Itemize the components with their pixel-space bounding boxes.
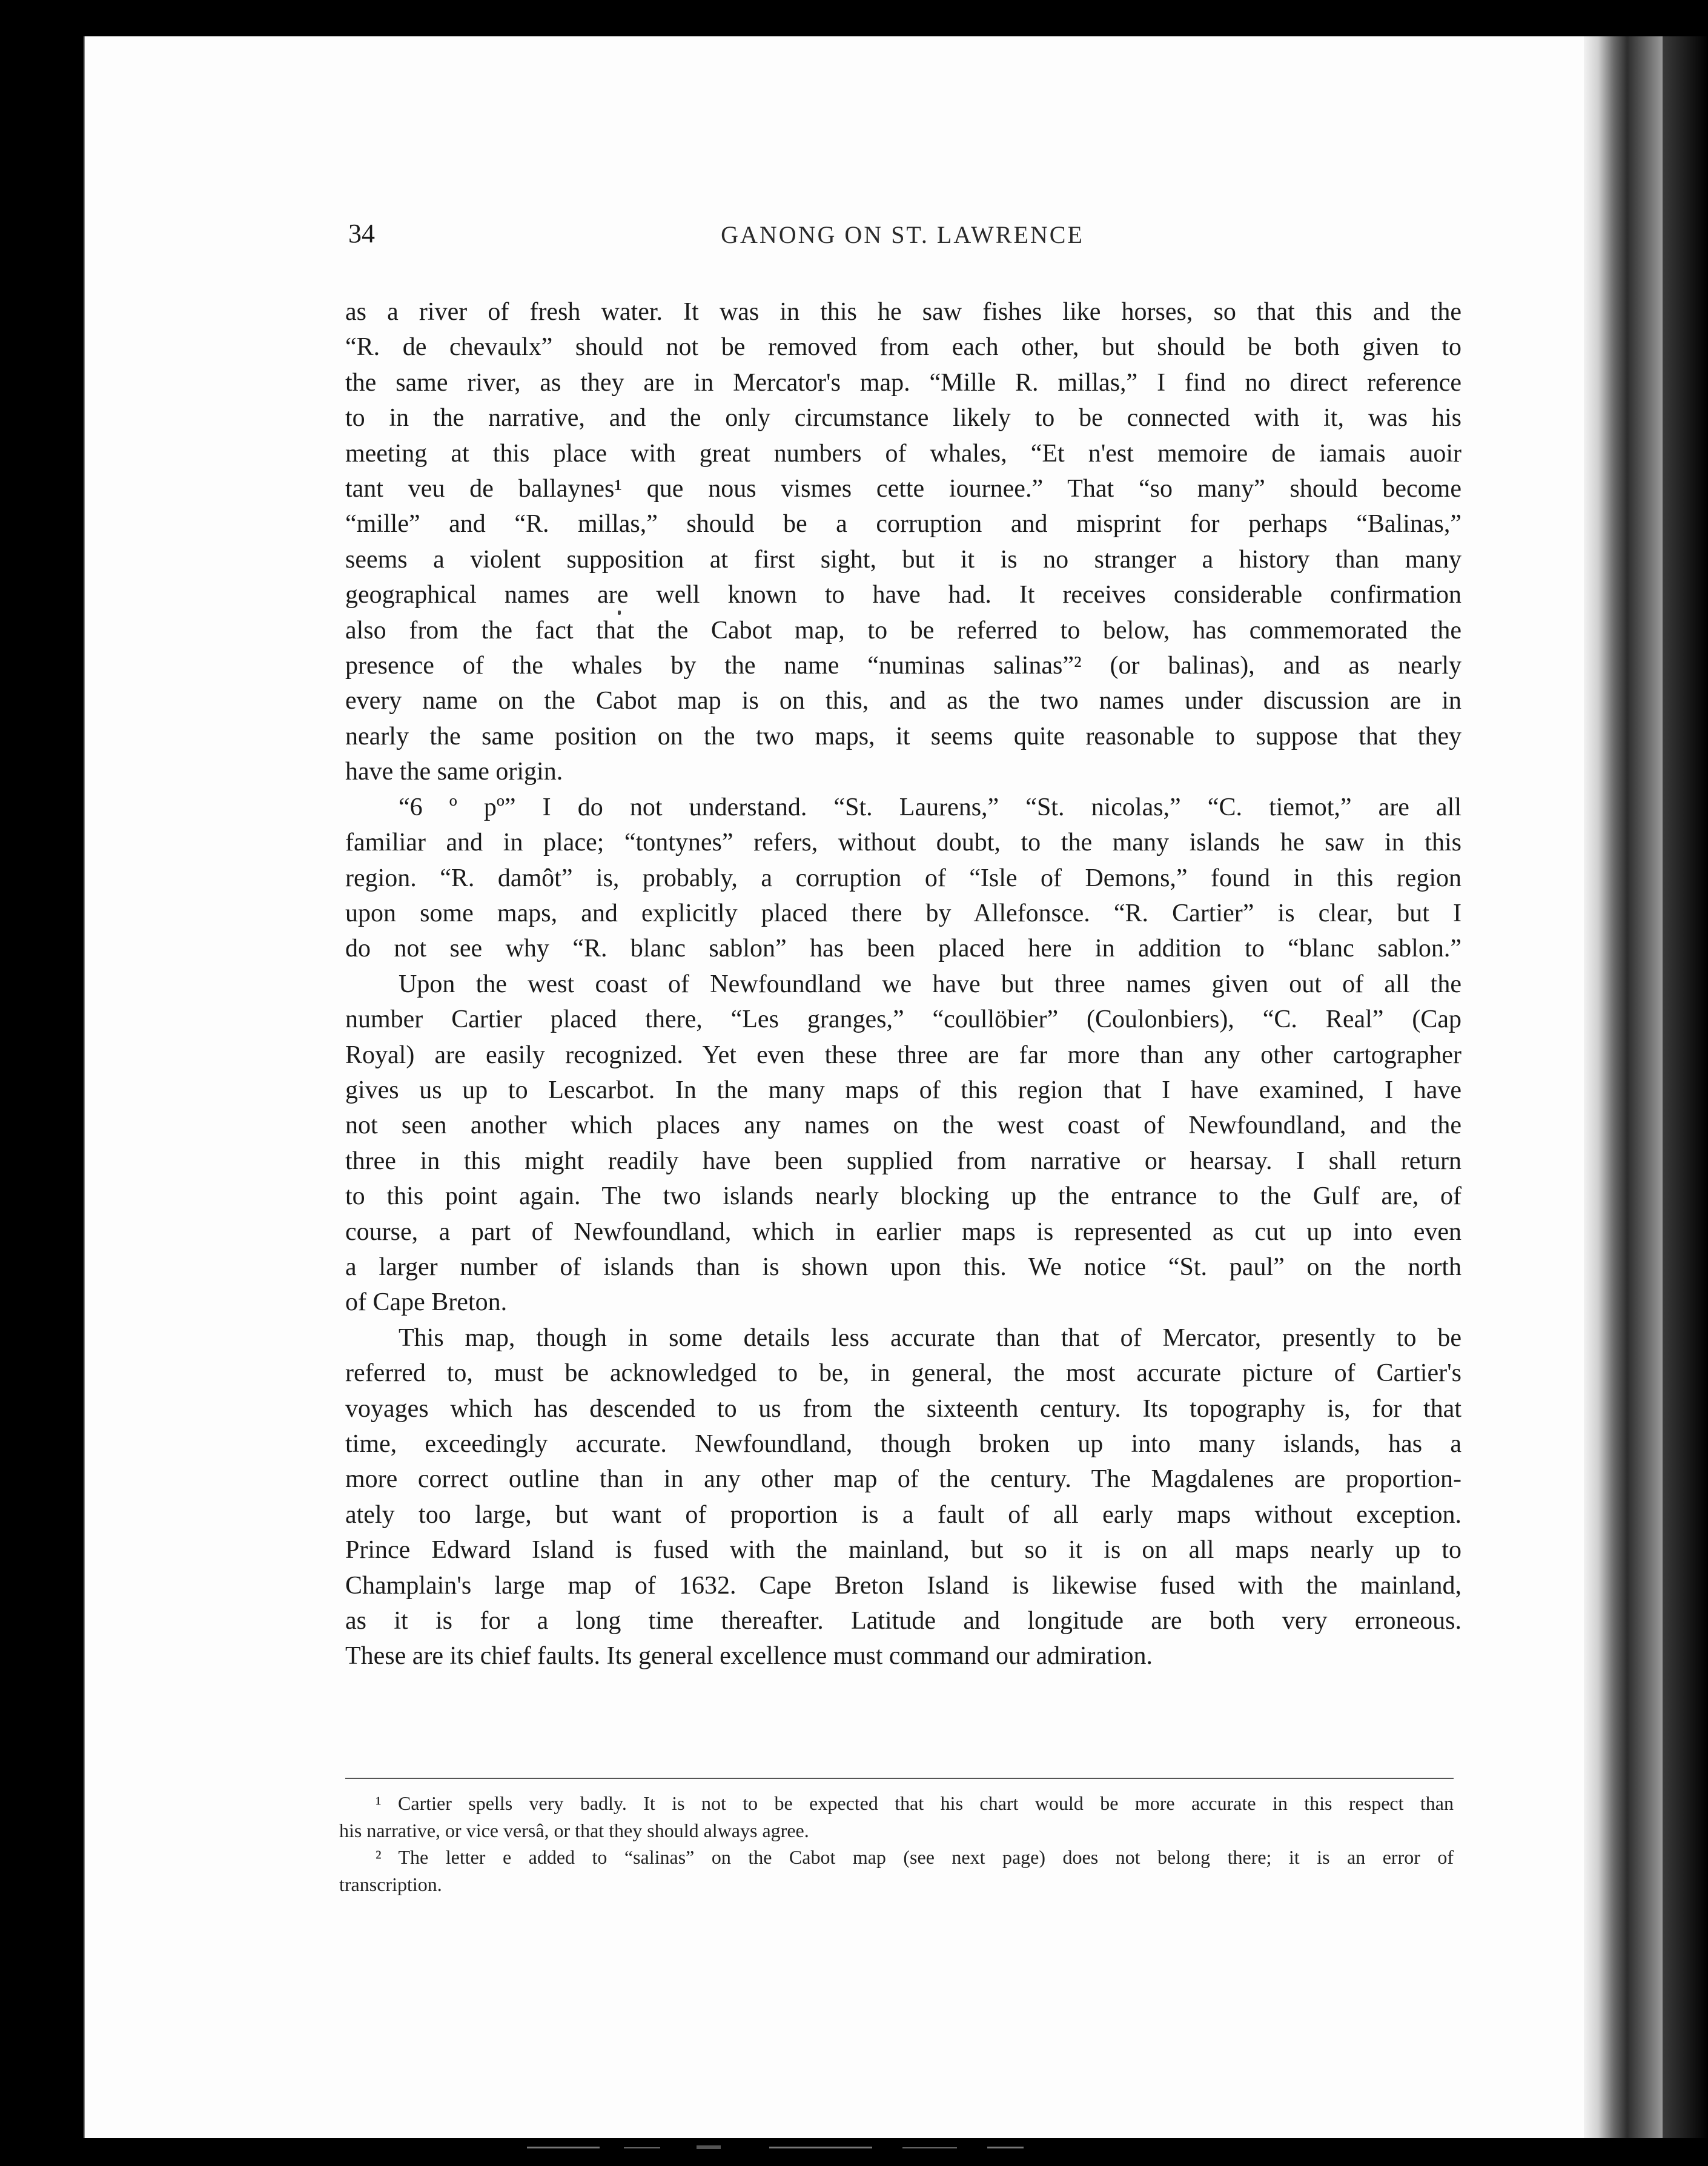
footnote-line: ¹ Cartier spells very badly. It is not to be expected that his chart would be more accurate in this respect than bbox=[376, 1792, 1454, 1814]
footnote-rule bbox=[345, 1778, 1454, 1779]
text-line: meeting at this place with great numbers of whales, “Et n'est memoire de iamais auoir bbox=[345, 439, 1461, 468]
text-line: course, a part of Newfoundland, which in earlier maps is represented as cut up into even bbox=[345, 1217, 1461, 1246]
text-line: “6 º pº” I do not understand. “St. Laurens,” “St. nicolas,” “C. tiemot,” are all bbox=[399, 793, 1461, 821]
text-line: also from the fact that the Cabot map, to be referred to below, has commemorated the bbox=[345, 616, 1461, 644]
text-line: number Cartier placed there, “Les granges,” “coullöbier” (Coulonbiers), “C. Real” (Cap bbox=[345, 1005, 1461, 1034]
text-line: voyages which has descended to us from the sixteenth century. Its topography is, for that bbox=[345, 1394, 1461, 1423]
text-line: Upon the west coast of Newfoundland we have but three names given out of all the bbox=[399, 970, 1461, 998]
text-line: gives us up to Lescarbot. In the many maps of this region that I have examined, I have bbox=[345, 1076, 1461, 1104]
text-line: referred to, must be acknowledged to be, in general, the most accurate picture of Cartier's bbox=[345, 1359, 1461, 1388]
text-line: time, exceedingly accurate. Newfoundland, though broken up into many islands, has a bbox=[345, 1430, 1461, 1458]
text-line: as a river of fresh water. It was in this he saw fishes like horses, so that this and the bbox=[345, 298, 1461, 326]
text-line: the same river, as they are in Mercator's map. “Mille R. millas,” I find no direct reference bbox=[345, 368, 1461, 397]
page-fold-shadow bbox=[1584, 36, 1663, 2138]
footnote-line: ² The letter e added to “salinas” on the Cabot map (see next page) does not belong there; it is an error of bbox=[376, 1846, 1454, 1868]
text-line: three in this might readily have been supplied from narrative or hearsay. I shall return bbox=[345, 1147, 1461, 1175]
running-head: GANONG ON ST. LAWRENCE bbox=[721, 221, 1084, 248]
text-line: to in the narrative, and the only circumstance likely to be connected with it, was his bbox=[345, 404, 1461, 432]
text-line: Champlain's large map of 1632. Cape Breton Island is likewise fused with the mainland, bbox=[345, 1571, 1461, 1600]
scan-margin bbox=[1663, 36, 1708, 2138]
text-line: not seen another which places any names on the west coast of Newfoundland, and the bbox=[345, 1111, 1461, 1140]
body-text bbox=[345, 294, 1461, 1674]
text-line: as it is for a long time thereafter. Latitude and longitude are both very erroneous. bbox=[345, 1607, 1461, 1635]
footnote-line: transcription. bbox=[339, 1873, 442, 1895]
text-line: “R. de chevaulx” should not be removed from each other, but should be both given to bbox=[345, 333, 1461, 362]
text-line: Prince Edward Island is fused with the mainland, but so it is on all maps nearly up to bbox=[345, 1536, 1461, 1565]
text-line: of Cape Breton. bbox=[345, 1288, 508, 1317]
text-line: familiar and in place; “tontynes” refers, without doubt, to the many islands he saw in this bbox=[345, 829, 1461, 857]
page-header bbox=[348, 218, 1457, 254]
text-line: seems a violent supposition at first sight, but it is no stranger a history than many bbox=[345, 545, 1461, 574]
text-line: This map, though in some details less accurate than that of Mercator, presently to be bbox=[399, 1323, 1461, 1352]
text-line: These are its chief faults. Its general excellence must command our admiration. bbox=[345, 1642, 1153, 1671]
text-line: upon some maps, and explicitly placed there by Allefonsce. “R. Cartier” is clear, but I bbox=[345, 899, 1461, 927]
text-line: to this point again. The two islands nearly blocking up the entrance to the Gulf are, of bbox=[345, 1182, 1461, 1211]
footnotes bbox=[339, 1790, 1454, 1898]
text-line: do not see why “R. blanc sablon” has been placed here in addition to “blanc sablon.” bbox=[345, 935, 1461, 963]
scan-artifact bbox=[527, 2143, 1254, 2151]
text-line: more correct outline than in any other map of the century. The Magdalenes are proportion- bbox=[345, 1465, 1461, 1494]
text-line: a larger number of islands than is shown upon this. We notice “St. paul” on the north bbox=[345, 1253, 1461, 1281]
text-line: region. “R. damôt” is, probably, a corruption of “Isle of Demons,” found in this region bbox=[345, 864, 1461, 892]
text-line: nearly the same position on the two maps, it seems quite reasonable to suppose that they bbox=[345, 722, 1461, 750]
text-line: have the same origin. bbox=[345, 758, 563, 786]
page-number: 34 bbox=[348, 219, 375, 248]
text-line: geographical names are well known to have had. It receives considerable confirmation bbox=[345, 581, 1461, 609]
text-line: tant veu de ballaynes¹ que nous vismes cette iournee.” That “so many” should become bbox=[345, 475, 1461, 503]
text-line: Royal) are easily recognized. Yet even these three are far more than any other cartographer bbox=[345, 1041, 1461, 1069]
text-line: presence of the whales by the name “numinas salinas”² (or balinas), and as nearly bbox=[345, 652, 1461, 680]
text-line: every name on the Cabot map is on this, and as the two names under discussion are in bbox=[345, 687, 1461, 715]
footnote-line: his narrative, or vice versâ, or that they should always agree. bbox=[339, 1819, 809, 1841]
text-line: “mille” and “R. millas,” should be a corruption and misprint for perhaps “Balinas,” bbox=[345, 510, 1461, 538]
text-line: ately too large, but want of proportion is a fault of all early maps without exception. bbox=[345, 1500, 1461, 1529]
